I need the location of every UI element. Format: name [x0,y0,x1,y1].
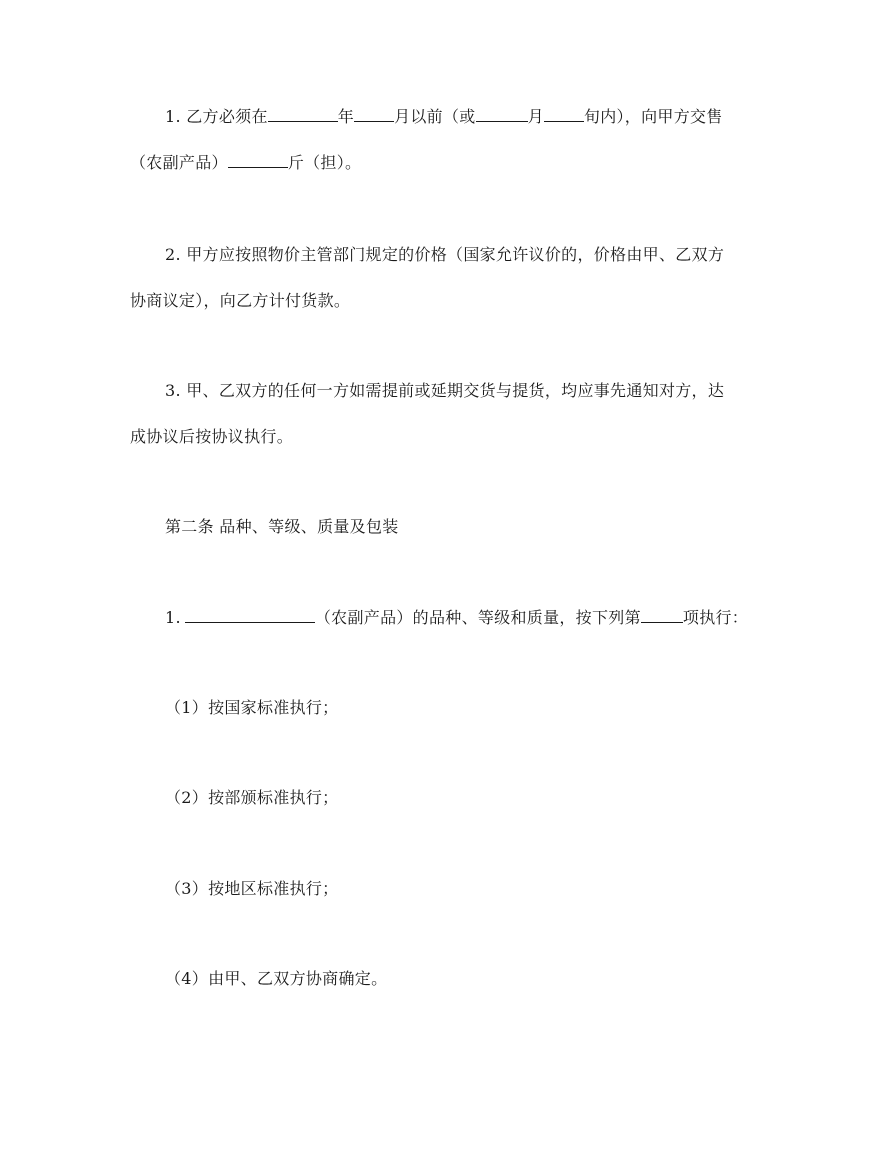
alt-month-blank [476,107,528,122]
clause1-item2-line2: 协商议定），向乙方计付货款。 [130,291,351,310]
text-segment: 旬内），向甲方交售 [583,107,723,126]
quantity-blank [228,153,288,168]
text-segment: 1. [165,608,181,627]
month-blank [354,107,394,122]
year-blank [268,107,338,122]
clause1-item2-line1: 2. 甲方应按照物价主管部门规定的价格（国家允许议价的，价格由甲、乙双方 [165,245,725,264]
standard-option-4: （4）由甲、乙双方协商确定。 [165,969,388,988]
text-segment: 月 [527,107,544,126]
period-blank [544,107,584,122]
text-segment: （农副产品） [130,153,228,172]
text-segment: （农副产品）的品种、等级和质量，按下列第 [314,608,641,627]
clause1-item3-line1: 3. 甲、乙双方的任何一方如需提前或延期交货与提货，均应事先通知对方，达 [165,381,725,400]
standard-option-2: （2）按部颁标准执行； [165,788,339,807]
product-blank [185,608,315,623]
text-segment: 年 [337,107,355,126]
standard-option-1: （1）按国家标准执行； [165,698,339,717]
clause1-item3-line2: 成协议后按协议执行。 [130,427,294,446]
clause1-item1-line1 [165,106,723,128]
option-number-blank [641,608,683,623]
standard-option-3: （3）按地区标准执行； [165,879,339,898]
clause2-heading: 第二条 品种、等级、质量及包装 [165,517,399,536]
text-segment: 1. 乙方必须在 [165,107,268,126]
clause2-item1-line1 [165,607,748,629]
clause1-item1-line2 [130,152,361,174]
text-segment: 月以前（或 [394,107,476,126]
text-segment: 斤（担）。 [287,153,362,172]
text-segment: 项执行： [682,608,749,627]
